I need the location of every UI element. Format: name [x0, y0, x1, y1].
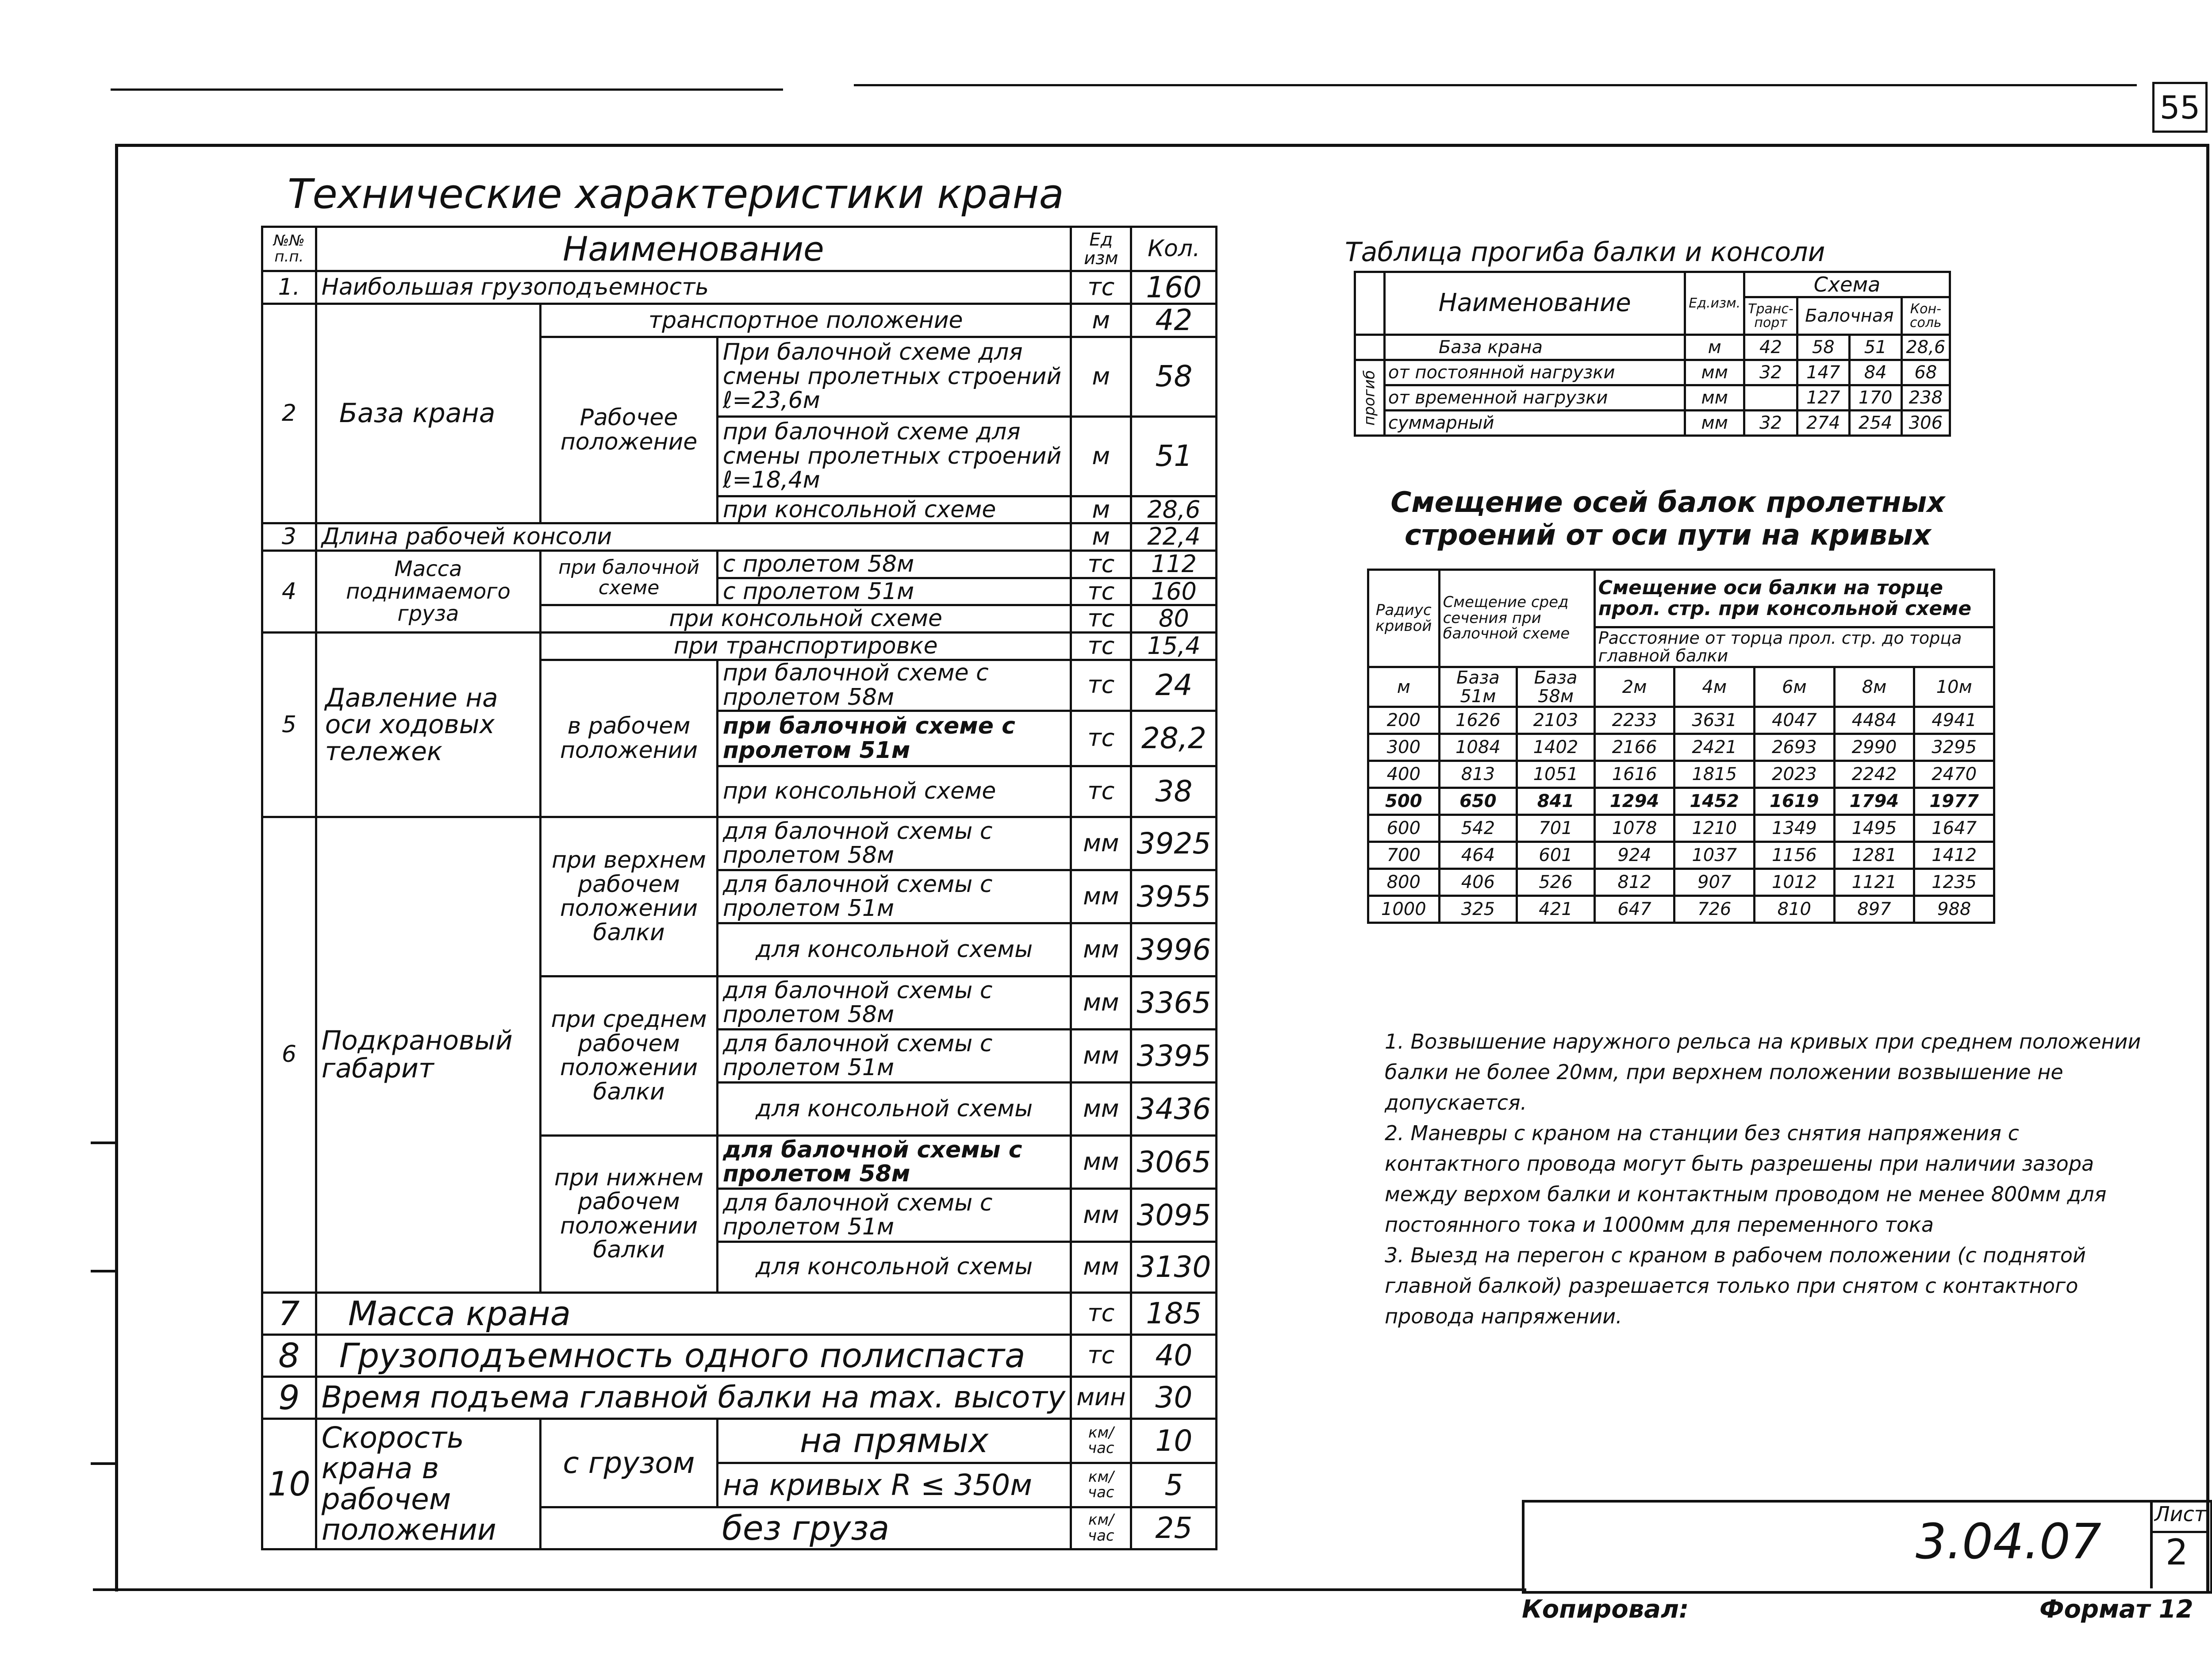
value-cell: 2103	[1517, 707, 1595, 734]
row-value: 306	[1901, 411, 1950, 436]
header-blank	[1355, 272, 1385, 335]
row-unit: тс	[1071, 550, 1131, 578]
row-sublabel: при балочной схеме для смены пролетных строений ℓ=18,4м	[717, 416, 1071, 496]
row-value: 147	[1797, 360, 1849, 385]
title-block-divider	[2150, 1500, 2153, 1588]
row-sublabel: с пролетом 58м	[717, 550, 1071, 578]
deflection-table	[1354, 271, 1951, 437]
value-cell: 1121	[1834, 869, 1914, 896]
row-group-label: при верхнем рабочем положении балки	[541, 817, 718, 976]
row-name: Масса крана	[316, 1292, 1071, 1334]
row-unit: тс	[1071, 633, 1131, 660]
row-value: 3395	[1131, 1029, 1217, 1082]
row-name: Длина рабочей консоли	[316, 523, 1071, 551]
note-item: 3. Выезд на перегон с краном в рабочем положении (с поднятой главной балкой) разрешается только при снятом с контактного провода напряжении.	[1385, 1243, 2086, 1328]
row-value: 58	[1797, 335, 1849, 360]
value-cell: 726	[1674, 896, 1755, 923]
row-value: 51	[1131, 416, 1217, 496]
row-sublabel: при консольной схеме	[717, 766, 1071, 817]
row-unit: км/час	[1071, 1507, 1131, 1549]
row-unit: м	[1685, 335, 1744, 360]
bottom-rule	[93, 1588, 1526, 1591]
value-cell: 1815	[1674, 761, 1755, 788]
value-cell: 812	[1594, 869, 1674, 896]
value-cell: 1402	[1517, 734, 1595, 761]
row-name: Наибольшая грузоподъемность	[316, 271, 1071, 304]
radius-cell: 500	[1368, 788, 1440, 815]
header-distance-value: 2м	[1594, 667, 1674, 707]
table-header-row	[1368, 570, 1994, 627]
value-cell: 3631	[1674, 707, 1755, 734]
row-sublabel: при консольной схеме	[717, 496, 1071, 523]
value-cell: 4484	[1834, 707, 1914, 734]
value-cell: 1412	[1914, 842, 1994, 869]
row-value: 5	[1131, 1463, 1217, 1507]
row-sublabel: для консольной схемы	[717, 923, 1071, 976]
row-unit: км/час	[1071, 1418, 1131, 1463]
header-radius: Радиус кривой	[1368, 570, 1440, 667]
table-row	[262, 271, 1217, 304]
header-name: Наименование	[316, 227, 1071, 271]
row-unit: мм	[1685, 360, 1744, 385]
table-row	[262, 550, 1217, 578]
row-value: 30	[1131, 1376, 1217, 1418]
table-row	[262, 817, 1217, 870]
top-rule-right	[854, 84, 2137, 86]
table-row	[1368, 734, 1994, 761]
corner-sheet-number: 55	[2152, 82, 2208, 133]
row-value: 3925	[1131, 817, 1217, 870]
value-cell: 1012	[1755, 869, 1835, 896]
row-unit: тс	[1071, 766, 1131, 817]
row-value: 28,2	[1131, 711, 1217, 766]
table-row	[262, 1376, 1217, 1418]
value-cell: 1349	[1755, 815, 1835, 842]
row-value: 42	[1131, 304, 1217, 337]
row-value: 3065	[1131, 1135, 1217, 1188]
copied-by-label: Копировал:	[1522, 1595, 1689, 1624]
radius-cell: 200	[1368, 707, 1440, 734]
row-name: Время подъема главной балки на max. высоту	[316, 1376, 1071, 1418]
header-mid-shift: Смещение сред сечения при балочной схеме	[1439, 570, 1594, 667]
row-no: 4	[262, 550, 316, 632]
row-value: 84	[1849, 360, 1901, 385]
row-value: 170	[1849, 385, 1901, 411]
value-cell: 2023	[1755, 761, 1835, 788]
row-unit: мм	[1071, 1188, 1131, 1242]
value-cell: 2470	[1914, 761, 1994, 788]
value-cell: 813	[1439, 761, 1517, 788]
row-unit: тс	[1071, 1334, 1131, 1376]
row-sublabel: при консольной схеме	[541, 605, 1071, 633]
row-name: суммарный	[1384, 411, 1685, 436]
row-unit: м	[1071, 416, 1131, 496]
row-value: 32	[1744, 411, 1797, 436]
table-row	[262, 633, 1217, 660]
value-cell: 1084	[1439, 734, 1517, 761]
value-cell: 1647	[1914, 815, 1994, 842]
row-no: 9	[262, 1376, 316, 1418]
header-base-51: База 51м	[1439, 667, 1517, 707]
table-row	[1355, 335, 1950, 360]
value-cell: 2166	[1594, 734, 1674, 761]
deflection-side-label: прогиб	[1355, 360, 1385, 436]
row-sublabel: транспортное положение	[541, 304, 1071, 337]
radius-cell: 1000	[1368, 896, 1440, 923]
row-unit: мм	[1071, 923, 1131, 976]
row-sublabel: на кривых R ≤ 350м	[717, 1463, 1071, 1507]
row-name: Давление на оси ходовых тележек	[316, 633, 540, 817]
value-cell: 1037	[1674, 842, 1755, 869]
value-cell: 1977	[1914, 788, 1994, 815]
row-name: База крана	[316, 304, 540, 523]
value-cell: 988	[1914, 896, 1994, 923]
row-value: 38	[1131, 766, 1217, 817]
row-sublabel: для консольной схемы	[717, 1242, 1071, 1292]
radius-cell: 600	[1368, 815, 1440, 842]
shift-table-title: Смещение осей балок пролетных строений от оси пути на кривых	[1390, 486, 1945, 552]
row-value: 68	[1901, 360, 1950, 385]
row-name: Подкрановый габарит	[316, 817, 540, 1292]
row-sublabel: без груза	[541, 1507, 1071, 1549]
value-cell: 325	[1439, 896, 1517, 923]
row-value	[1744, 385, 1797, 411]
row-value: 42	[1744, 335, 1797, 360]
table-row	[262, 304, 1217, 337]
row-group-label: при балочной схеме	[541, 550, 718, 605]
value-cell: 542	[1439, 815, 1517, 842]
row-unit: тс	[1071, 578, 1131, 605]
row-value: 3365	[1131, 976, 1217, 1029]
row-sublabel: для балочной схемы с пролетом 51м	[717, 1029, 1071, 1082]
row-sublabel: при транспортировке	[541, 633, 1071, 660]
row-unit: мм	[1071, 1135, 1131, 1188]
header-distance: Расстояние от торца прол. стр. до торца главной балки	[1594, 627, 1994, 667]
row-group-label: в рабочем положении	[541, 660, 718, 817]
radius-cell: 400	[1368, 761, 1440, 788]
header-name: Наименование	[1384, 272, 1685, 335]
row-group-label: при нижнем рабочем положении балки	[541, 1135, 718, 1292]
value-cell: 1452	[1674, 788, 1755, 815]
value-cell: 647	[1594, 896, 1674, 923]
row-value: 32	[1744, 360, 1797, 385]
row-name: Грузоподъемность одного полиспаста	[316, 1334, 1071, 1376]
value-cell: 1294	[1594, 788, 1674, 815]
row-value: 22,4	[1131, 523, 1217, 551]
margin-tick	[91, 1270, 117, 1272]
row-value: 15,4	[1131, 633, 1217, 660]
table-row	[1355, 385, 1950, 411]
row-value: 185	[1131, 1292, 1217, 1334]
table-row	[1368, 788, 1994, 815]
row-unit: мм	[1071, 1242, 1131, 1292]
header-console: Кон-соль	[1901, 297, 1950, 335]
value-cell: 2693	[1755, 734, 1835, 761]
row-unit: мм	[1071, 870, 1131, 923]
header-qty: Кол.	[1131, 227, 1217, 271]
header-distance-value: 10м	[1914, 667, 1994, 707]
sheet-number: 2	[2166, 1532, 2188, 1573]
row-sublabel: для консольной схемы	[717, 1082, 1071, 1135]
row-value: 28,6	[1901, 335, 1950, 360]
row-value: 3996	[1131, 923, 1217, 976]
row-value: 51	[1849, 335, 1901, 360]
header-distance-value: 8м	[1834, 667, 1914, 707]
header-scheme: Схема	[1744, 272, 1950, 297]
shift-table-body	[1368, 707, 1994, 923]
row-unit: мм	[1685, 385, 1744, 411]
table-row	[1355, 411, 1950, 436]
header-no: №№ п.п.	[262, 227, 316, 271]
header-transport: Транс-порт	[1744, 297, 1797, 335]
row-unit: мм	[1071, 976, 1131, 1029]
top-rule-left	[111, 88, 783, 91]
deflection-table-title: Таблица прогиба балки и консоли	[1345, 237, 1825, 268]
value-cell: 924	[1594, 842, 1674, 869]
row-value: 254	[1849, 411, 1901, 436]
row-no: 3	[262, 523, 316, 551]
row-value: 127	[1797, 385, 1849, 411]
document-code: 3.04.07	[1916, 1513, 2101, 1570]
row-no: 8	[262, 1334, 316, 1376]
row-unit: м	[1071, 496, 1131, 523]
radius-cell: 300	[1368, 734, 1440, 761]
row-no: 2	[262, 304, 316, 523]
header-unit: Ед.изм.	[1685, 272, 1744, 335]
table-row	[1355, 360, 1950, 385]
value-cell: 1619	[1755, 788, 1835, 815]
title-block	[1522, 1500, 2212, 1594]
row-unit: м	[1071, 304, 1131, 337]
table-row	[262, 1334, 1217, 1376]
row-value: 160	[1131, 578, 1217, 605]
note-item: 2. Маневры с краном на станции без снятия напряжения с контактного провода могут быть разрешены при наличии зазора между верхом балки и контактным проводом не менее 800мм для постоянного тока и 1000мм для переменного тока	[1385, 1121, 2107, 1237]
row-value: 24	[1131, 660, 1217, 711]
margin-tick	[91, 1462, 117, 1465]
value-cell: 2990	[1834, 734, 1914, 761]
row-unit: км/час	[1071, 1463, 1131, 1507]
sheet-label: Лист	[2154, 1502, 2206, 1526]
row-unit: м	[1071, 523, 1131, 551]
format-label: Формат 12	[2039, 1595, 2193, 1624]
table-row	[262, 1292, 1217, 1334]
table-row	[262, 523, 1217, 551]
value-cell: 810	[1755, 896, 1835, 923]
table-header-row	[262, 227, 1217, 271]
row-name: от постоянной нагрузки	[1384, 360, 1685, 385]
header-end-shift: Смещение оси балки на торце прол. стр. при консольной схеме	[1594, 570, 1994, 627]
row-unit: мм	[1071, 817, 1131, 870]
row-value: 3436	[1131, 1082, 1217, 1135]
row-value: 3130	[1131, 1242, 1217, 1292]
row-value: 274	[1797, 411, 1849, 436]
row-unit: мм	[1685, 411, 1744, 436]
value-cell: 601	[1517, 842, 1595, 869]
value-cell: 1156	[1755, 842, 1835, 869]
row-unit: тс	[1071, 711, 1131, 766]
value-cell: 464	[1439, 842, 1517, 869]
row-unit: тс	[1071, 605, 1131, 633]
header-beam: Балочная	[1797, 297, 1901, 335]
radius-cell: 800	[1368, 869, 1440, 896]
table-row	[1368, 896, 1994, 923]
value-cell: 897	[1834, 896, 1914, 923]
row-value: 25	[1131, 1507, 1217, 1549]
header-base-58: База 58м	[1517, 667, 1595, 707]
row-value: 28,6	[1131, 496, 1217, 523]
value-cell: 1495	[1834, 815, 1914, 842]
header-distance-value: 6м	[1755, 667, 1835, 707]
value-cell: 421	[1517, 896, 1595, 923]
crane-specs-table	[261, 226, 1217, 1550]
header-radius-unit: м	[1368, 667, 1440, 707]
value-cell: 1051	[1517, 761, 1595, 788]
table-row	[1368, 707, 1994, 734]
value-cell: 526	[1517, 869, 1595, 896]
table-header-row	[1355, 272, 1950, 297]
table-row	[1368, 869, 1994, 896]
header-distance-value: 4м	[1674, 667, 1755, 707]
row-value: 10	[1131, 1418, 1217, 1463]
row-name: База крана	[1384, 335, 1685, 360]
value-cell: 406	[1439, 869, 1517, 896]
value-cell: 1235	[1914, 869, 1994, 896]
table-header-row	[1368, 667, 1994, 707]
radius-cell: 700	[1368, 842, 1440, 869]
row-name: от временной нагрузки	[1384, 385, 1685, 411]
row-value: 160	[1131, 271, 1217, 304]
table-row	[1368, 761, 1994, 788]
row-sublabel: для балочной схемы с пролетом 58м	[717, 976, 1071, 1029]
row-value: 3955	[1131, 870, 1217, 923]
value-cell: 650	[1439, 788, 1517, 815]
row-value: 3095	[1131, 1188, 1217, 1242]
margin-tick	[91, 1142, 117, 1144]
row-group-label: Рабочее положение	[541, 337, 718, 523]
row-blank	[1355, 335, 1385, 360]
row-unit: мм	[1071, 1029, 1131, 1082]
row-no: 10	[262, 1418, 316, 1549]
row-unit: мин	[1071, 1376, 1131, 1418]
row-group-label: при среднем рабочем положении балки	[541, 976, 718, 1135]
notes	[1385, 1026, 2159, 1332]
row-no: 1.	[262, 271, 316, 304]
row-unit: тс	[1071, 1292, 1131, 1334]
row-sublabel: при балочной схеме с пролетом 51м	[717, 711, 1071, 766]
row-unit: м	[1071, 337, 1131, 416]
value-cell: 1281	[1834, 842, 1914, 869]
value-cell: 1794	[1834, 788, 1914, 815]
row-sublabel: при балочной схеме с пролетом 58м	[717, 660, 1071, 711]
value-cell: 1616	[1594, 761, 1674, 788]
row-sublabel: для балочной схемы с пролетом 51м	[717, 870, 1071, 923]
value-cell: 4047	[1755, 707, 1835, 734]
row-unit: тс	[1071, 271, 1131, 304]
value-cell: 2242	[1834, 761, 1914, 788]
row-no: 6	[262, 817, 316, 1292]
row-sublabel: на прямых	[717, 1418, 1071, 1463]
value-cell: 1210	[1674, 815, 1755, 842]
row-name: Скорость крана в рабочем положении	[316, 1418, 540, 1549]
row-value: 58	[1131, 337, 1217, 416]
table-row	[262, 1418, 1217, 1463]
row-sublabel: для балочной схемы с пролетом 58м	[717, 1135, 1071, 1188]
row-no: 5	[262, 633, 316, 817]
value-cell: 1078	[1594, 815, 1674, 842]
row-unit: мм	[1071, 1082, 1131, 1135]
axis-shift-table	[1367, 569, 1995, 924]
row-sublabel: для балочной схемы с пролетом 58м	[717, 817, 1071, 870]
value-cell: 2421	[1674, 734, 1755, 761]
row-name: Масса поднимаемого груза	[316, 550, 540, 632]
row-group-label: с грузом	[541, 1418, 718, 1507]
row-value: 80	[1131, 605, 1217, 633]
table-row	[1368, 842, 1994, 869]
value-cell: 3295	[1914, 734, 1994, 761]
row-no: 7	[262, 1292, 316, 1334]
row-sublabel: для балочной схемы с пролетом 51м	[717, 1188, 1071, 1242]
row-value: 112	[1131, 550, 1217, 578]
value-cell: 841	[1517, 788, 1595, 815]
note-item: 1. Возвышение наружного рельса на кривых при среднем положении балки не более 20мм, при верхнем положении возвышение не допускается.	[1385, 1030, 2141, 1115]
row-sublabel: При балочной схеме для смены пролетных строений ℓ=23,6м	[717, 337, 1071, 416]
value-cell: 1626	[1439, 707, 1517, 734]
value-cell: 907	[1674, 869, 1755, 896]
row-sublabel: с пролетом 51м	[717, 578, 1071, 605]
row-value: 40	[1131, 1334, 1217, 1376]
value-cell: 4941	[1914, 707, 1994, 734]
table-row	[1368, 815, 1994, 842]
row-unit: тс	[1071, 660, 1131, 711]
main-table-title: Технические характеристики крана	[288, 170, 1064, 218]
value-cell: 701	[1517, 815, 1595, 842]
row-value: 238	[1901, 385, 1950, 411]
value-cell: 2233	[1594, 707, 1674, 734]
header-unit: Ед изм	[1071, 227, 1131, 271]
